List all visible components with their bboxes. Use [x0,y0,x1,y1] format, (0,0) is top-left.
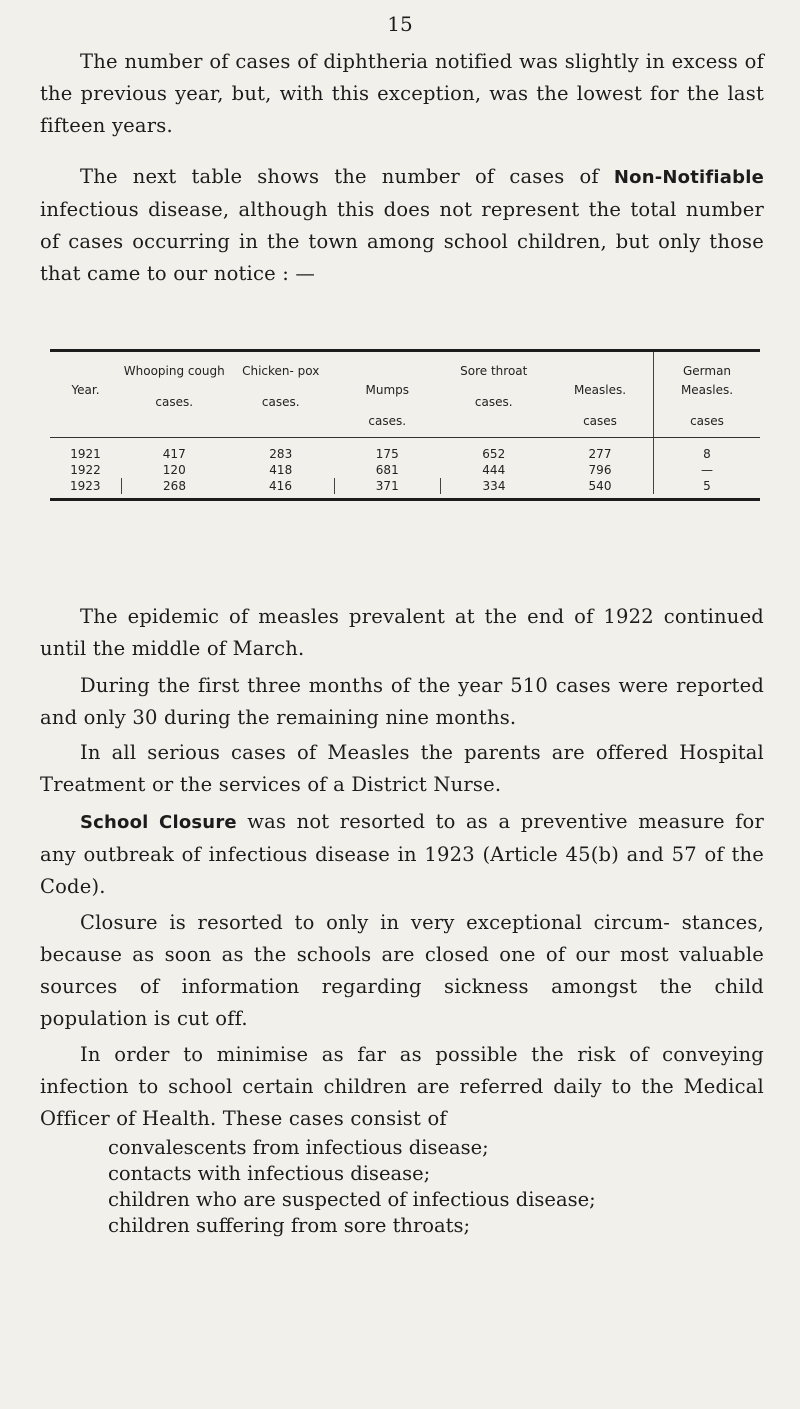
header-chicken-pox: Chicken- pox cases. [228,352,335,438]
table-row [50,462,760,478]
paragraph-text: infectious disease, although this does not represent the total number of cases occurring in the town among school children, but only those that came to our notice : — [40,198,764,285]
cell-sore-throat: 334 [441,478,548,494]
table-row [50,478,760,494]
paragraph-text: The number of cases of diphtheria notified was slightly in excess of the previous year, but, with this exception, was the lowest for the last fifteen years. [40,50,764,137]
cell-measles: 796 [588,463,612,477]
cell-measles: 540 [588,479,612,493]
cell-chicken-pox: 418 [269,463,293,477]
cell-sore-throat: 652 [482,447,506,461]
paragraph-text: In all serious cases of Measles the parents are offered Hospital Treatment or the services of a District Nurse. [40,741,764,796]
table-row [50,438,760,463]
cell-sore-throat: 444 [482,463,506,477]
list-item: children suffering from sore throats; [108,1214,471,1237]
paragraph-text: In order to minimise as far as possible the risk of conveying infection to school certain children are referred daily to the Medical Officer of Health. These cases consist of [40,1043,764,1130]
header-mumps: Mumps cases. [334,352,441,438]
cell-german-measles: 5 [654,478,761,494]
header-german-measles: German Measles. cases [654,352,761,438]
paragraph-text: The epidemic of measles prevalent at the end of 1922 continued until the middle of March. [40,605,764,660]
cell-mumps: 371 [334,478,441,494]
paragraph-closure-circumstances [40,907,764,1035]
cell-year: 1922 [70,463,101,477]
list-item: contacts with infectious disease; [108,1162,431,1185]
cell-mumps: 681 [375,463,399,477]
paragraph-diphtheria [40,46,764,142]
paragraph-text: Closure is resorted to only in very exceptional circum- stances, because as soon as the schools are closed one of our most valuable sources of information regarding sickness amongst the child population is cut off. [40,911,764,1030]
list-item: convalescents from infectious disease; [108,1136,489,1159]
paragraph-first-three-months [40,670,764,734]
paragraph-table-intro [40,161,764,290]
cell-chicken-pox: 283 [269,447,293,461]
cell-year: 1921 [70,447,101,461]
paragraph-text: During the first three months of the year 510 cases were reported and only 30 during the remaining nine months. [40,674,764,729]
cell-measles: 277 [588,447,612,461]
header-whooping-cough: Whooping cough cases. [121,352,228,438]
cell-year: 1923 [69,479,101,493]
header-measles: Measles. cases [547,352,654,438]
cell-whooping-cough: 417 [162,447,186,461]
table-header-row [50,352,760,438]
cell-german-measles: — [654,462,761,478]
cell-mumps: 175 [375,447,399,461]
paragraph-serious-cases [40,737,764,801]
paragraph-text: was not resorted to as a preventive measure for any outbreak of infectious disease in 1923 (Article 45(b) and 57 of the Code). [40,810,765,898]
header-year: Year. [50,352,121,438]
non-notifiable-heading: Non-Notifiable [613,167,764,188]
paragraph-text: The next table shows the number of cases of [80,165,614,188]
list-item: children who are suspected of infectious disease; [108,1188,596,1211]
paragraph-measles-epidemic [40,601,764,665]
paragraph-school-closure [40,806,764,903]
case-list [108,1135,768,1239]
non-notifiable-table [50,349,760,501]
cell-chicken-pox: 416 [269,479,292,493]
table-bottom-rule [50,498,760,501]
cell-german-measles: 8 [654,438,761,463]
page-number: 15 [387,12,413,36]
school-closure-heading: School Closure [80,812,237,833]
cell-whooping-cough: 120 [162,463,186,477]
cell-whooping-cough: 268 [121,478,228,494]
paragraph-minimise-risk [40,1039,764,1135]
header-sore-throat: Sore throat cases. [441,352,548,438]
